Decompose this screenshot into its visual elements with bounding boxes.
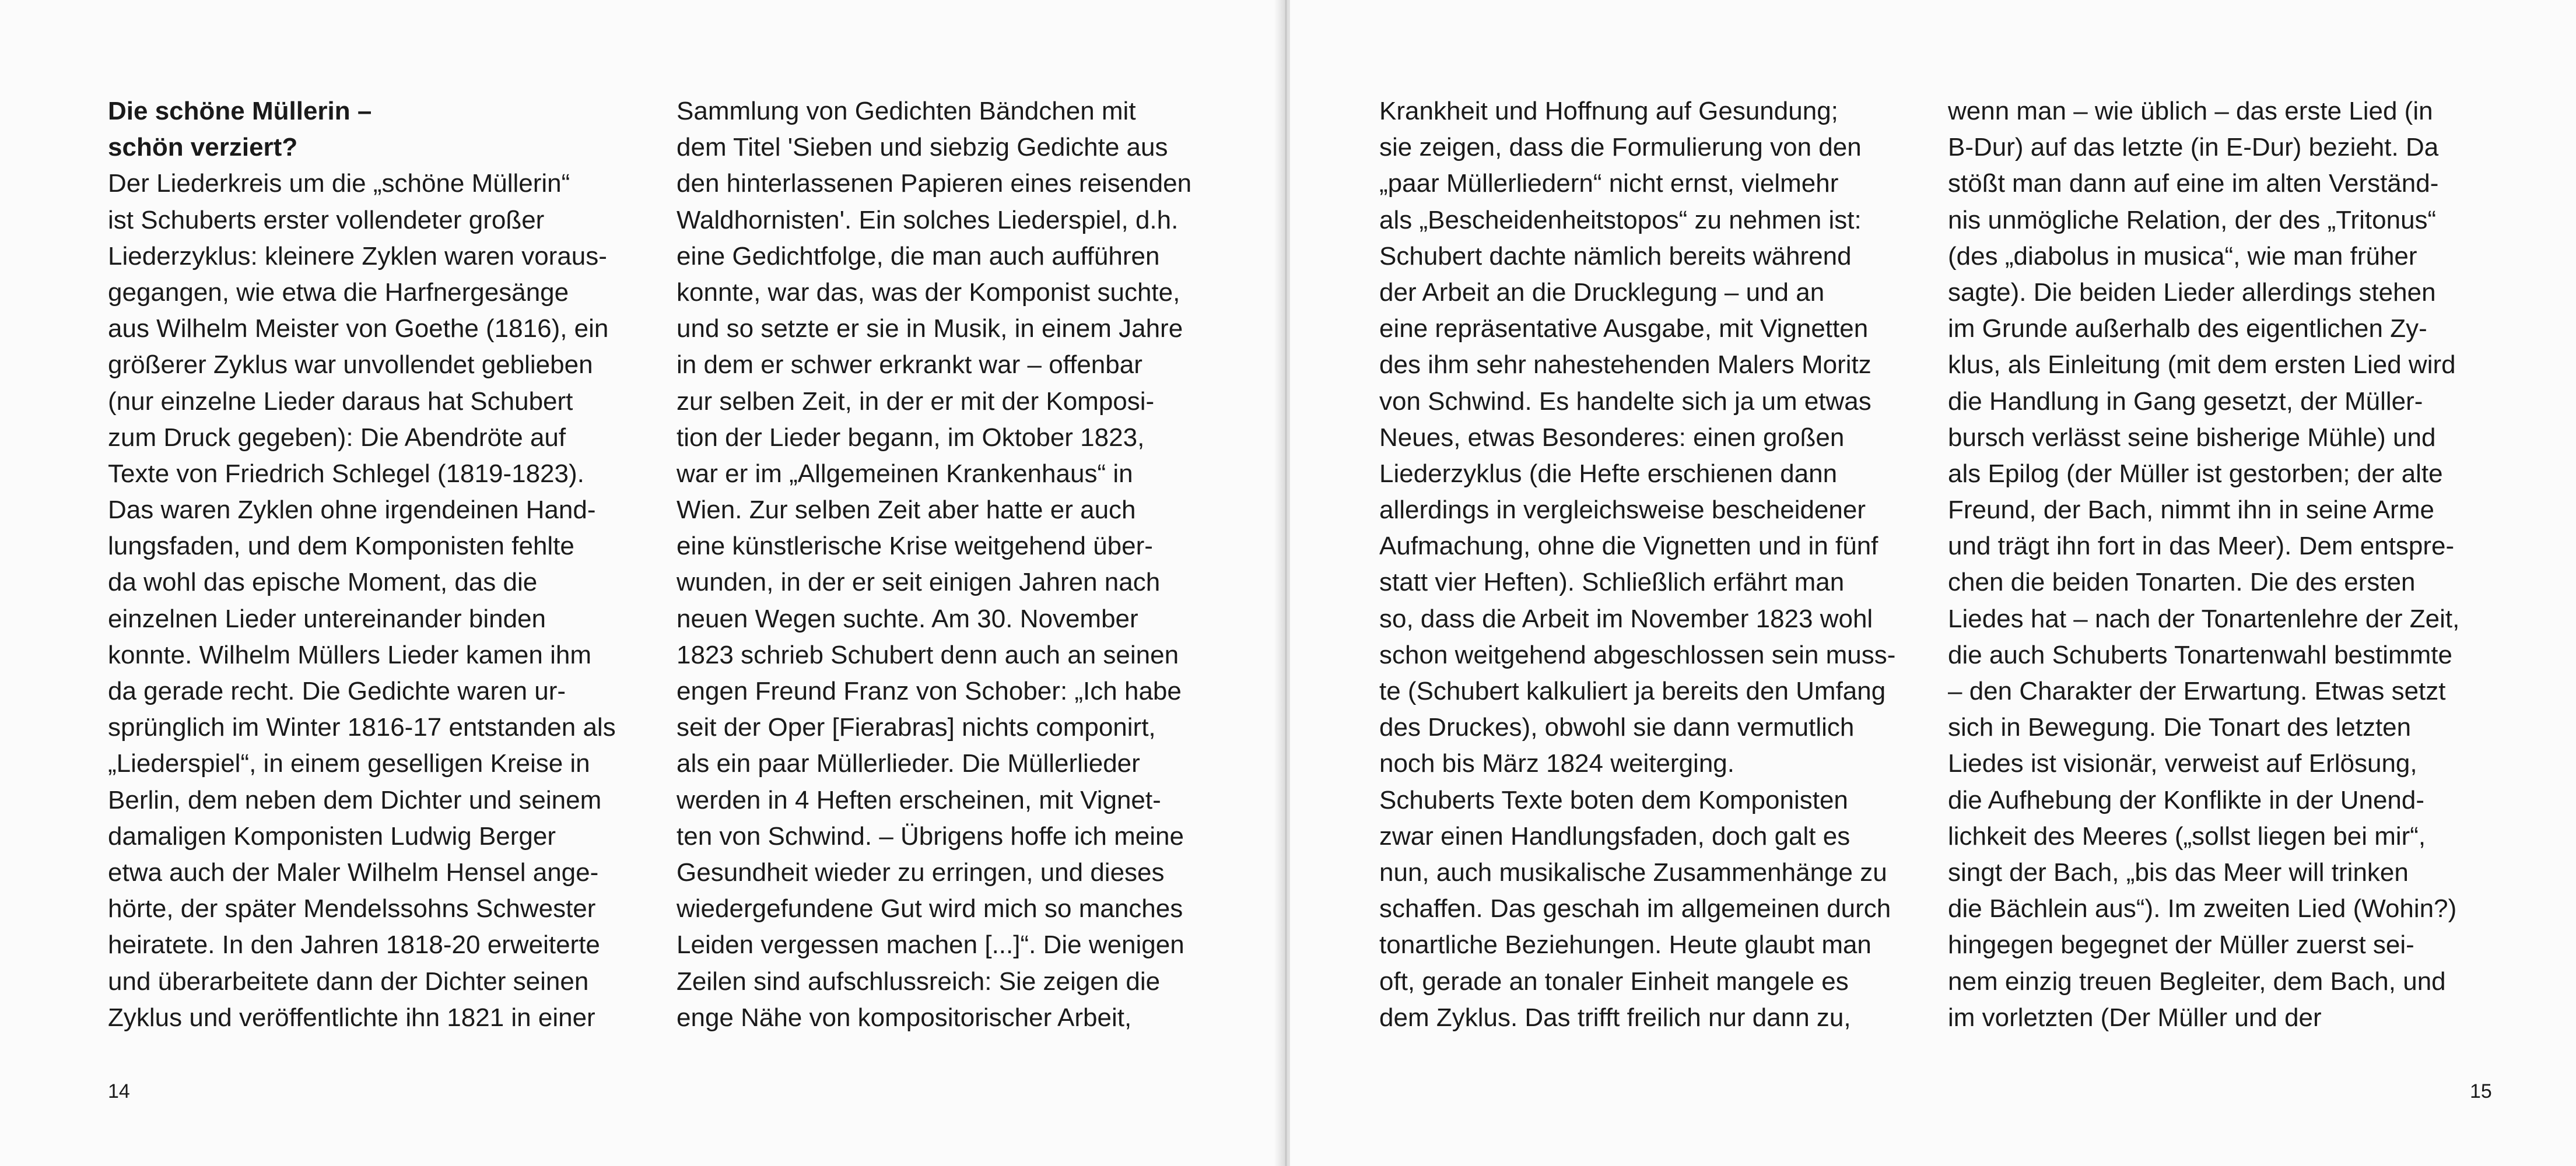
text-line: und so setzte er sie in Musik, in einem Jahre [677, 314, 1183, 343]
text-line: zum Druck gegeben): Die Abendröte auf [108, 423, 566, 452]
column-1 [108, 93, 633, 1036]
text-line: dem Titel 'Sieben und siebzig Gedichte aus [677, 133, 1168, 162]
text-line: der Arbeit an die Drucklegung – und an [1379, 278, 1825, 307]
text-line: hingegen begegnet der Müller zuerst sei- [1948, 930, 2414, 960]
text-line: engen Freund Franz von Schober: „Ich habe [677, 677, 1182, 705]
text-line: hörte, der später Mendelssohns Schwester [108, 894, 596, 923]
text-line: im vorletzten (Der Müller und der [1948, 1003, 2322, 1032]
text-line: bursch verlässt seine bisherige Mühle) und [1948, 423, 2436, 452]
text-line: da wohl das epische Moment, das die [108, 568, 538, 597]
text-line: Liederzyklus: kleinere Zyklen waren voraus- [108, 241, 607, 271]
text-line: allerdings in vergleichsweise bescheidener [1379, 496, 1866, 525]
text-line: sich in Bewegung. Die Tonart des letzten [1948, 713, 2412, 742]
text-line: nem einzig treuen Begleiter, dem Bach, und [1948, 967, 2446, 996]
text-line: Liederzyklus (die Hefte erschienen dann [1379, 459, 1838, 488]
text-line: wenn man – wie üblich – das erste Lied (in [1948, 97, 2433, 125]
page-number-right: 15 [2470, 1080, 2492, 1102]
text-line: Aufmachung, ohne die Vignetten und in fünf [1379, 532, 1878, 561]
text-line: klus, als Einleitung (mit dem ersten Lied wird [1948, 350, 2456, 380]
text-line: Liedes hat – nach der Tonartenlehre der Zeit, [1948, 604, 2460, 633]
text-line: oft, gerade an tonaler Einheit mangele es [1379, 967, 1849, 996]
text-line: Freund, der Bach, nimmt ihn in seine Arme [1948, 496, 2434, 525]
text-line: neuen Wegen suchte. Am 30. November [677, 604, 1138, 633]
text-line: des Druckes), obwohl sie dann vermutlich [1379, 713, 1855, 742]
heading-line: Die schöne Müllerin – [108, 97, 372, 125]
text-line: einzelnen Lieder untereinander binden [108, 604, 546, 633]
text-line: Berlin, dem neben dem Dichter und seinem [108, 785, 602, 814]
text-line: die Aufhebung der Konflikte in der Unend- [1948, 785, 2425, 814]
text-line: Schuberts Texte boten dem Komponisten [1379, 785, 1848, 814]
text-line: enge Nähe von kompositorischer Arbeit, [677, 1003, 1132, 1032]
text-line: eine Gedichtfolge, die man auch aufführen [677, 241, 1160, 271]
text-line: heiratete. In den Jahren 1818-20 erweiterte [108, 930, 600, 960]
text-line: gegangen, wie etwa die Harfnergesänge [108, 278, 569, 307]
text-line: tion der Lieder begann, im Oktober 1823, [677, 423, 1145, 452]
text-line: des ihm sehr nahestehenden Malers Moritz [1379, 350, 1871, 380]
text-line: eine repräsentative Ausgabe, mit Vignetten [1379, 314, 1869, 343]
text-line: aus Wilhelm Meister von Goethe (1816), ein [108, 314, 609, 343]
heading-line: schön verziert? [108, 133, 298, 162]
text-line: Schubert dachte nämlich bereits während [1379, 241, 1852, 271]
text-line: als „Bescheidenheitstopos“ zu nehmen ist: [1379, 205, 1862, 234]
left-page [0, 0, 1286, 1166]
column-2-body [677, 93, 1201, 1036]
text-line: schaffen. Das geschah im allgemeinen durch [1379, 894, 1891, 923]
text-line: ist Schuberts erster vollendeter großer [108, 205, 545, 234]
text-line: Der Liederkreis um die „schöne Müllerin“ [108, 169, 570, 198]
text-line: als ein paar Müllerlieder. Die Müllerlieder [677, 749, 1140, 778]
text-line: konnte. Wilhelm Müllers Lieder kamen ihm [108, 640, 591, 669]
text-line: tonartliche Beziehungen. Heute glaubt man [1379, 930, 1871, 960]
text-line: (nur einzelne Lieder daraus hat Schubert [108, 387, 573, 416]
text-line: statt vier Heften). Schließlich erfährt man [1379, 568, 1845, 597]
text-line: als Epilog (der Müller ist gestorben; der alte [1948, 459, 2443, 488]
text-line: und trägt ihn fort in das Meer). Dem entspre- [1948, 532, 2455, 561]
column-2 [677, 93, 1201, 1036]
text-line: damaligen Komponisten Ludwig Berger [108, 821, 556, 851]
text-line: Neues, etwas Besonderes: einen großen [1379, 423, 1845, 452]
text-line: Waldhornisten'. Ein solches Liederspiel, d.h. [677, 205, 1179, 234]
right-page [1290, 0, 2576, 1166]
text-line: Liedes ist visionär, verweist auf Erlösung, [1948, 749, 2417, 778]
text-line: Zeilen sind aufschlussreich: Sie zeigen die [677, 967, 1161, 996]
text-line: stößt man dann auf eine im alten Verständ- [1948, 169, 2439, 198]
text-line: Krankheit und Hoffnung auf Gesundung; [1379, 97, 1838, 125]
text-line: noch bis März 1824 weiterging. [1379, 749, 1734, 778]
text-line: singt der Bach, „bis das Meer will trinken [1948, 858, 2409, 887]
text-line: sagte). Die beiden Lieder allerdings stehen [1948, 278, 2436, 307]
text-line: da gerade recht. Die Gedichte waren ur- [108, 677, 566, 705]
text-line: sprünglich im Winter 1816-17 entstanden als [108, 713, 616, 742]
text-line: konnte, war das, was der Komponist suchte, [677, 278, 1180, 307]
column-1-body [108, 166, 633, 1036]
text-line: wunden, in der er seit einigen Jahren nach [677, 568, 1161, 597]
text-line: wiedergefundene Gut wird mich so manches [677, 894, 1183, 923]
text-line: te (Schubert kalkuliert ja bereits den Umfang [1379, 677, 1886, 705]
text-line: größerer Zyklus war unvollendet geblieben [108, 350, 593, 380]
text-line: die auch Schuberts Tonartenwahl bestimmte [1948, 640, 2453, 669]
text-line: Zyklus und veröffentlichte ihn 1821 in einer [108, 1003, 595, 1032]
text-line: den hinterlassenen Papieren eines reisenden [677, 169, 1192, 198]
text-line: werden in 4 Heften erscheinen, mit Vignet- [677, 785, 1161, 814]
text-line: von Schwind. Es handelte sich ja um etwas [1379, 387, 1871, 416]
text-line: in dem er schwer erkrankt war – offenbar [677, 350, 1142, 380]
text-line: lungsfaden, und dem Komponisten fehlte [108, 532, 574, 561]
text-line: 1823 schrieb Schubert denn auch an seinen [677, 640, 1179, 669]
text-line: war er im „Allgemeinen Krankenhaus“ in [677, 459, 1133, 488]
text-line: B-Dur) auf das letzte (in E-Dur) bezieht. Da [1948, 133, 2439, 162]
text-line: zur selben Zeit, in der er mit der Komposi- [677, 387, 1155, 416]
column-3 [1379, 93, 1904, 1036]
page-number-left: 14 [108, 1080, 130, 1102]
text-line: Das waren Zyklen ohne irgendeinen Hand- [108, 496, 596, 525]
text-line: seit der Oper [Fierabras] nichts componirt, [677, 713, 1156, 742]
text-line: schon weitgehend abgeschlossen sein muss- [1379, 640, 1896, 669]
text-line: Texte von Friedrich Schlegel (1819-1823). [108, 459, 584, 488]
column-4 [1948, 93, 2473, 1036]
text-line: die Handlung in Gang gesetzt, der Müller- [1948, 387, 2423, 416]
text-line: ten von Schwind. – Übrigens hoffe ich meine [677, 821, 1184, 851]
text-line: chen die beiden Tonarten. Die des ersten [1948, 568, 2416, 597]
text-line: eine künstlerische Krise weitgehend über- [677, 532, 1153, 561]
text-line: Gesundheit wieder zu erringen, und dieses [677, 858, 1165, 887]
text-line: Wien. Zur selben Zeit aber hatte er auch [677, 496, 1136, 525]
column-3-body [1379, 93, 1904, 1036]
text-line: nis unmögliche Relation, der des „Tritonus“ [1948, 205, 2437, 234]
text-line: sie zeigen, dass die Formulierung von den [1379, 133, 1862, 162]
text-line: „Liederspiel“, in einem geselligen Kreise in [108, 749, 590, 778]
text-line: so, dass die Arbeit im November 1823 wohl [1379, 604, 1873, 633]
text-line: „paar Müllerliedern“ nicht ernst, vielmehr [1379, 169, 1839, 198]
text-line: Sammlung von Gedichten Bändchen mit [677, 97, 1136, 125]
text-line: Leiden vergessen machen [...]“. Die wenigen [677, 930, 1184, 960]
text-line: und überarbeitete dann der Dichter seinen [108, 967, 589, 996]
text-line: – den Charakter der Erwartung. Etwas setzt [1948, 677, 2446, 705]
text-line: lichkeit des Meeres („sollst liegen bei mir“, [1948, 821, 2426, 851]
text-line: die Bächlein aus“). Im zweiten Lied (Wohin?) [1948, 894, 2457, 923]
text-line: zwar einen Handlungsfaden, doch galt es [1379, 821, 1850, 851]
column-4-body [1948, 93, 2473, 1036]
text-line: im Grunde außerhalb des eigentlichen Zy- [1948, 314, 2427, 343]
text-line: (des „diabolus in musica“, wie man früher [1948, 241, 2417, 271]
text-line: dem Zyklus. Das trifft freilich nur dann zu, [1379, 1003, 1851, 1032]
text-line: nun, auch musikalische Zusammenhänge zu [1379, 858, 1887, 887]
text-line: etwa auch der Maler Wilhelm Hensel ange- [108, 858, 599, 887]
